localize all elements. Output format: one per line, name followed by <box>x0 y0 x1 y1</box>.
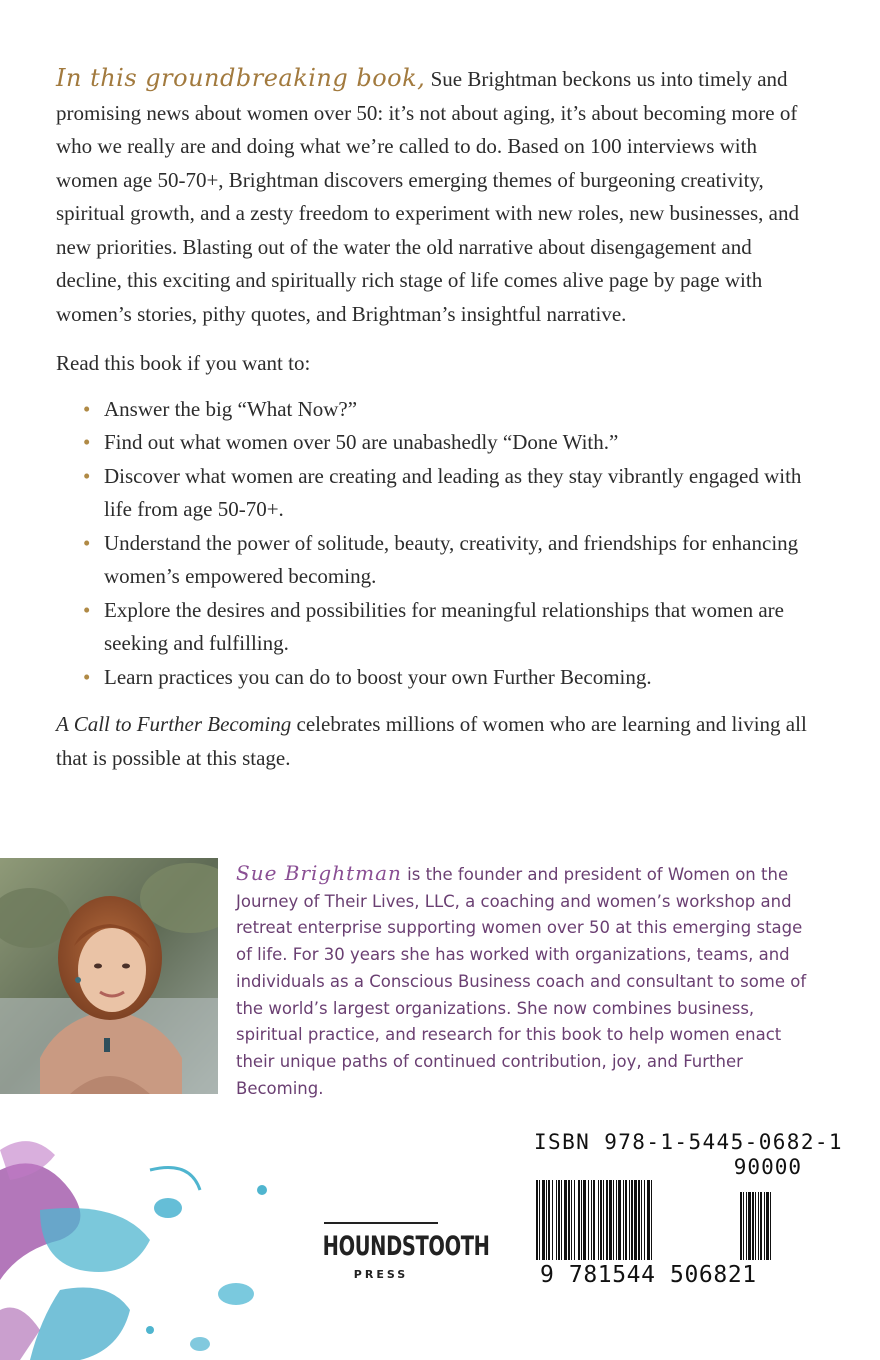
barcode-bar <box>613 1180 614 1260</box>
barcode-bar <box>558 1180 560 1260</box>
book-title: A Call to Further Becoming <box>56 712 292 736</box>
closing-text: celebrates millions of women who are learning and living all that is possible at this stage. <box>56 712 807 770</box>
barcode-bar <box>539 1180 540 1260</box>
watercolor-splash-decoration <box>0 1130 300 1360</box>
list-item: • Explore the desires and possibilities for meaningful relationships that women are seeking and fulfilling. <box>56 594 818 661</box>
barcode-bar <box>556 1180 557 1260</box>
barcode-bar <box>606 1180 608 1260</box>
barcode-bar <box>616 1180 617 1260</box>
barcode-bar <box>568 1180 570 1260</box>
barcode-bar <box>651 1180 652 1260</box>
barcode-bar <box>641 1180 642 1260</box>
bullet-icon: • <box>83 530 91 555</box>
lead-phrase: In this groundbreaking book, <box>56 64 426 92</box>
barcode-bar <box>647 1180 650 1260</box>
addon-barcode-bar <box>748 1192 751 1260</box>
list-item: • Find out what women over 50 are unabashedly “Done With.” <box>56 426 818 460</box>
barcode-bar <box>625 1180 627 1260</box>
barcode-bar <box>574 1180 575 1260</box>
barcode-bar <box>581 1180 582 1260</box>
list-item: • Learn practices you can do to boost your own Further Becoming. <box>56 661 818 695</box>
barcode-digits: 9 781544 506821 <box>540 1262 757 1288</box>
intro-paragraph <box>56 62 818 331</box>
barcode-bar <box>644 1180 645 1260</box>
barcode-bar <box>536 1180 538 1260</box>
intro-text: Sue Brightman beckons us into timely and promising news about women over 50: it’s not about aging, it’s about becoming more of who we really are and doing what we’re called to do. Based on 100 interviews with women age 50-70+, Brightman discovers emerging themes of burgeoning creativity, spiritual growth, and a zesty freedom to experiment with new roles, new businesses, and new priorities. Blasting out of the water the old narrative about disengagement and decline, this exciting and spiritually rich stage of life comes alive page by page with women’s stories, pithy quotes, and Brightman’s insightful narrative. <box>56 67 799 326</box>
barcode-bar <box>552 1180 553 1260</box>
author-bio-text: is the founder and president of Women on the Journey of Their Lives, LLC, a coaching and women’s workshop and retreat enterprise supporting women over 50 at this emerging stage of life. For 30 years she has worked with organizations, teams, and individuals as a Conscious Business coach and consultant to some of the world’s largest organizations. She now combines business, spiritual practice, and research for this book to help women enact their unique paths of continued contribution, joy, and Further Becoming. <box>236 865 807 1098</box>
addon-barcode-bar <box>743 1192 744 1260</box>
price-code: 90000 <box>733 1155 802 1179</box>
list-item: • Answer the big “What Now?” <box>56 393 818 427</box>
author-portrait-illustration <box>0 858 218 1094</box>
publisher-rule <box>324 1222 438 1224</box>
publisher-name: HOUNDSTOOTH <box>322 1231 490 1262</box>
isbn-barcode <box>522 1122 843 1306</box>
publisher-subtitle: PRESS <box>353 1268 409 1281</box>
author-name: Sue Brightman <box>236 861 402 885</box>
author-bio <box>236 860 818 1102</box>
isbn-label: ISBN 978-1-5445-0682-1 <box>534 1130 843 1154</box>
bullet-icon: • <box>83 463 91 488</box>
barcode-bar <box>609 1180 612 1260</box>
book-description <box>56 62 818 775</box>
barcode-bars <box>536 1180 798 1264</box>
barcode-bar <box>631 1180 633 1260</box>
addon-barcode-bar <box>760 1192 762 1260</box>
benefit-list <box>56 393 818 695</box>
addon-barcode-bar <box>755 1192 756 1260</box>
barcode-bar <box>638 1180 640 1260</box>
barcode-bar <box>618 1180 621 1260</box>
barcode-bar <box>546 1180 547 1260</box>
barcode-bar <box>598 1180 599 1260</box>
addon-barcode-bar <box>766 1192 769 1260</box>
addon-barcode-bar <box>740 1192 742 1260</box>
barcode-bar <box>634 1180 637 1260</box>
barcode-bar <box>564 1180 567 1260</box>
barcode-bar <box>542 1180 545 1260</box>
addon-barcode-bar <box>752 1192 754 1260</box>
barcode-bar <box>571 1180 572 1260</box>
bullet-icon: • <box>83 396 91 421</box>
addon-barcode-bar <box>764 1192 765 1260</box>
bullet-icon: • <box>83 597 91 622</box>
addon-barcode-bar <box>746 1192 747 1260</box>
list-item: • Discover what women are creating and leading as they stay vibrantly engaged with life from age 50-70+. <box>56 460 818 527</box>
barcode-bar <box>591 1180 592 1260</box>
bullet-icon: • <box>83 664 91 689</box>
barcode-bar <box>600 1180 602 1260</box>
barcode-bar <box>588 1180 589 1260</box>
barcode-bar <box>603 1180 604 1260</box>
list-intro: Read this book if you want to: <box>56 351 311 375</box>
author-photo <box>0 858 218 1094</box>
bullet-icon: • <box>83 430 91 454</box>
barcode-bar <box>623 1180 624 1260</box>
barcode-bar <box>583 1180 586 1260</box>
addon-barcode-bar <box>758 1192 759 1260</box>
barcode-bar <box>548 1180 550 1260</box>
addon-barcode-bar <box>770 1192 771 1260</box>
barcode-bar <box>578 1180 580 1260</box>
list-item: • Understand the power of solitude, beauty, creativity, and friendships for enhancing women’s empowered becoming. <box>56 527 818 594</box>
barcode-bar <box>629 1180 630 1260</box>
closing-paragraph <box>56 708 818 775</box>
barcode-bar <box>593 1180 595 1260</box>
barcode-bar <box>561 1180 562 1260</box>
publisher-logo <box>300 1222 490 1281</box>
